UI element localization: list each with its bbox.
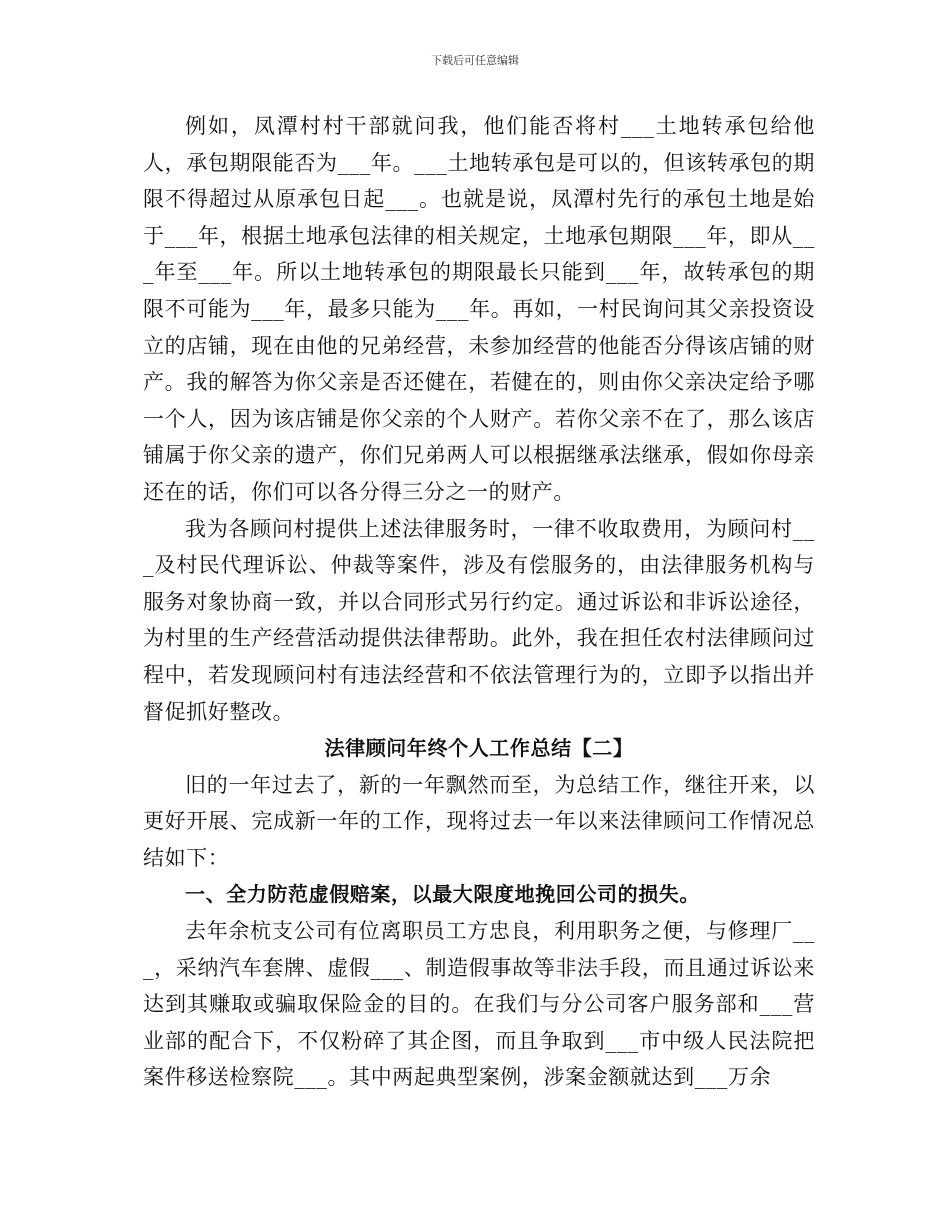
paragraph-free-service: 我为各顾问村提供上述法律服务时，一律不收取费用，为顾问村___及村民代理诉讼、仲裁等案件，涉及有偿服务的，由法律服务机构与服务对象协商一致，并以合同形式另行约定。通过诉讼和非诉讼途径，为村里的生产经营活动提供法律帮助。此外，我在担任农村法律顾问过程中，若发现顾问村有违法经营和不依法管理行为的，立即予以指出并督促抓好整改。 [143,516,815,724]
paragraph-yuhang-case: 去年余杭支公司有位离职员工方忠良，利用职务之便，与修理厂___，采纳汽车套牌、虚假___、制造假事故等非法手段，而且通过诉讼来达到其赚取或骗取保险金的目的。在我们与分公司客户服务部和___营业部的配合下，不仅粉碎了其企图，而且争取到___市中级人民法院把案件移送检察院___。其中两起典型案例，涉案金额就达到___万余 [143,919,815,1090]
paragraph-intro: 旧的一年过去了，新的一年飘然而至，为总结工作，继往开来，以更好开展、完成新一年的工作，现将过去一年以来法律顾问工作情况总结如下： [143,772,815,870]
document-body [143,108,815,1096]
paragraph-land-contract: 例如，凤潭村村干部就问我，他们能否将村___土地转承包给他人，承包期限能否为___年。___土地转承包是可以的，但该转承包的期限不得超过从原承包日起___。也就是说，凤潭村先行的承包土地是始于___年，根据土地承包法律的相关规定，土地承包期限___年，即从___年至___年。所以土地转承包的期限最长只能到___年，故转承包的期限不可能为___年，最多只能为___年。再如，一村民询问其父亲投资设立的店铺，现在由他的兄弟经营，未参加经营的他能否分得该店铺的财产。我的解答为你父亲是否还健在，若健在的，则由你父亲决定给予哪一个人，因为该店铺是你父亲的个人财产。若你父亲不在了，那么该店铺属于你父亲的遗产，你们兄弟两人可以根据继承法继承，假如你母亲还在的话，你们可以各分得三分之一的财产。 [143,114,815,504]
page-header-note: 下载后可任意编辑 [431,54,519,67]
subheading-prevent-false-claims: 一、全力防范虚假赔案，以最大限度地挽回公司的损失。 [185,882,700,907]
section-title: 法律顾问年终个人工作总结【二】 [324,736,634,761]
